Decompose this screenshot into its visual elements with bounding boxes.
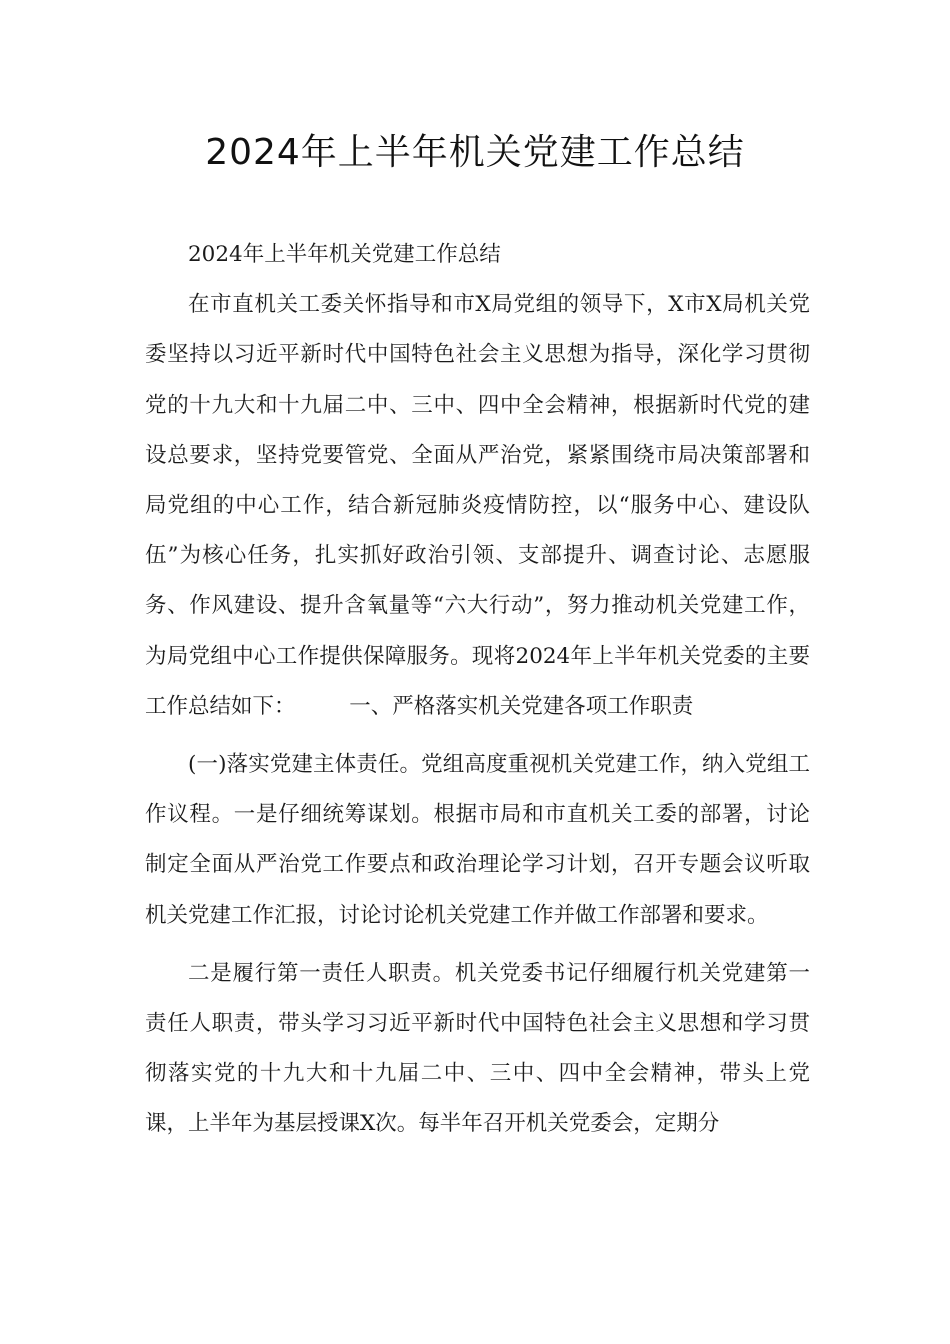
intro-paragraph: 在市直机关工委关怀指导和市X局党组的领导下，X市X局机关党委坚持以习近平新时代中国特色社会主义思想为指导，深化学习贯彻党的十九大和十九届二中、三中、四中全会精神，根据新时代党的建设总要求，坚持党要管党、全面从严治党，紧紧围绕市局决策部署和局党组的中心工作，结合新冠肺炎疫情防控，以“服务中心、建设队伍”为核心任务，扎实抓好政治引领、支部提升、调查讨论、志愿服务、作风建设、提升含氧量等“六大行动”，努力推动机关党建工作，为局党组中心工作提供保障服务。现将2024年上半年机关党委的主要工作总结如下： 一、严格落实机关党建各项工作职责	[145, 292, 810, 719]
section-2-paragraph: 二是履行第一责任人职责。机关党委书记仔细履行机关党建第一责任人职责，带头学习习近平新时代中国特色社会主义思想和学习贯彻落实党的十九大和十九届二中、三中、四中全会精神，带头上党课，上半年为基层授课X次。每半年召开机关党委会，定期分	[145, 960, 810, 1137]
document-body	[145, 230, 810, 1150]
section-1-paragraph: (一)落实党建主体责任。党组高度重视机关党建工作，纳入党组工作议程。一是仔细统筹谋划。根据市局和市直机关工委的部署，讨论制定全面从严治党工作要点和政治理论学习计划，召开专题会议听取机关党建工作汇报，讨论讨论机关党建工作并做工作部署和要求。	[145, 752, 810, 928]
document-title: 2024年上半年机关党建工作总结	[205, 132, 745, 173]
subtitle-paragraph: 2024年上半年机关党建工作总结	[188, 242, 501, 267]
